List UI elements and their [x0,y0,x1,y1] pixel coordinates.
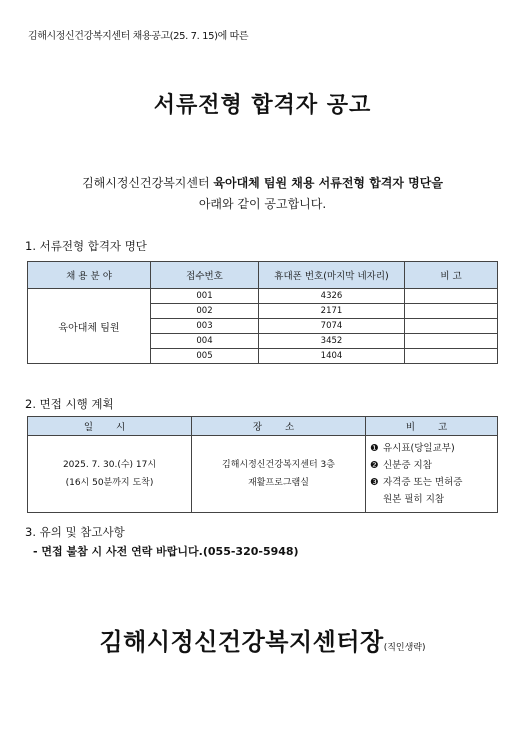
phone-digits: 7074 [259,319,405,334]
table-row [28,436,498,513]
intro-line2: 아래와 같이 공고합니다. [198,197,327,211]
signature-org: 김해시정신건강복지센터장 [99,628,384,656]
position-cell: 육아대체 팀원 [28,289,151,364]
notes-list [366,440,497,508]
applicant-table [27,261,498,364]
applicant-number: 005 [151,349,259,364]
section3-heading: 3. 유의 및 참고사항 [25,525,125,539]
datetime-line: (16시 50분까지 도착) [65,478,154,488]
intro-text [0,173,525,215]
table-header-row [28,262,498,289]
phone-digits: 3452 [259,334,405,349]
place-line: 재활프로그램실 [248,478,309,488]
note-text: 자격증 또는 면허증 [383,477,463,488]
number-marker: ❸ [370,477,379,488]
column-header: 비 고 [405,262,498,289]
note-text: 신분증 지참 [383,460,432,471]
intro-bold: 육아대체 팀원 채용 서류전형 합격자 명단을 [213,176,443,190]
note-cell [405,304,498,319]
column-header: 일 시 [28,417,192,436]
intro-pre: 김해시정신건강복지센터 [82,176,214,190]
table-header-row [28,417,498,436]
column-header: 접수번호 [151,262,259,289]
applicant-number: 002 [151,304,259,319]
note-cell [405,334,498,349]
list-item [370,474,497,491]
applicant-number: 003 [151,319,259,334]
note-text: 원본 필히 지참 [383,494,445,505]
table-row [28,289,498,304]
column-header: 비 고 [366,417,498,436]
column-header: 장 소 [192,417,366,436]
caution-text: - 면접 불참 시 사전 연락 바랍니다.(055-320-5948) [33,545,299,558]
column-header: 휴대폰 번호(마지막 네자리) [259,262,405,289]
phone-digits: 2171 [259,304,405,319]
note-cell [405,349,498,364]
section2-heading: 2. 면접 시행 계획 [25,397,114,411]
interview-datetime [28,436,192,513]
place-line: 김해시정신건강복지센터 3층 [222,460,335,470]
note-text: 유시표(당일교부) [383,443,455,454]
number-marker: ❶ [370,443,379,454]
seal-note: (직인생략) [383,643,426,653]
list-item [370,491,497,508]
page-title: 서류전형 합격자 공고 [153,93,372,118]
applicant-number: 001 [151,289,259,304]
note-cell [405,319,498,334]
list-item [370,440,497,457]
header-note: 김해시정신건강복지센터 채용공고(25. 7. 15)에 따른 [28,31,249,42]
applicant-number: 004 [151,334,259,349]
signature-block [0,622,525,657]
number-marker: ❷ [370,460,379,471]
interview-notes [366,436,498,513]
phone-digits: 4326 [259,289,405,304]
interview-table [27,416,498,513]
datetime-line: 2025. 7. 30.(수) 17시 [62,460,157,470]
interview-place [192,436,366,513]
phone-digits: 1404 [259,349,405,364]
section1-heading: 1. 서류전형 합격자 명단 [25,239,147,253]
list-item [370,457,497,474]
note-cell [405,289,498,304]
column-header: 채 용 분 야 [28,262,151,289]
